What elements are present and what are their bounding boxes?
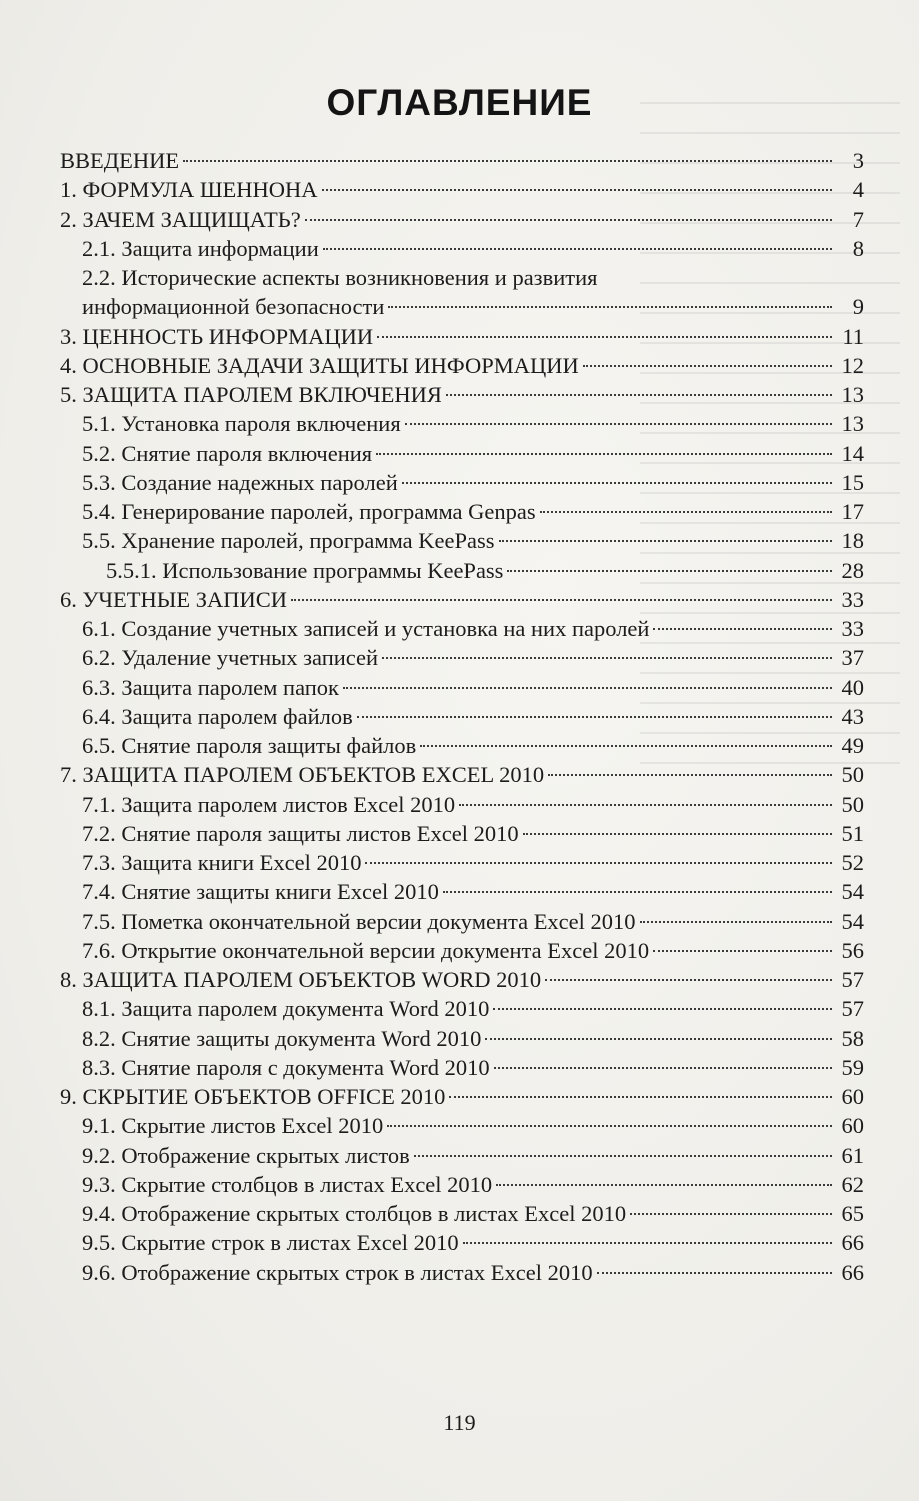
toc-entry-label: 6.3. Защита паролем папок [82,674,339,700]
toc-entry-page: 15 [841,469,864,495]
toc-entry-label: ВВЕДЕНИЕ [60,148,180,173]
dot-leader [387,1125,832,1127]
toc-entry-label: 6.4. Защита паролем файлов [82,703,353,729]
toc-entry-label: 8.3. Снятие пароля с документа Word 2010 [82,1054,490,1080]
toc-entry[interactable] [60,380,864,409]
toc-entry-label: 2.2. Исторические аспекты возникновения и развития [82,265,598,290]
toc-entry-label: 7.6. Открытие окончательной версии документа Excel 2010 [82,937,650,963]
toc-entry-page: 37 [841,645,864,671]
toc-entry-label: 6.2. Удаление учетных записей [82,645,379,671]
dot-leader [322,189,832,191]
toc-entry-label: 7.1. Защита паролем листов Excel 2010 [82,791,456,817]
toc-entry-page: 60 [841,1113,864,1139]
toc-entry-label: 1. ФОРМУЛА ШЕННОНА [60,177,318,203]
toc-entry[interactable] [60,1228,864,1257]
toc-entry-label: 7. ЗАЩИТА ПАРОЛЕМ ОБЪЕКТОВ EXCEL 2010 [60,762,545,788]
toc-entry[interactable] [60,409,864,438]
toc-entry-page: 66 [841,1230,864,1256]
toc-entry[interactable] [60,643,864,672]
toc-entry-page: 40 [841,674,864,700]
toc-entry-page: 8 [852,235,864,261]
toc-entry-page: 61 [841,1142,864,1168]
toc-entry-page: 58 [841,1025,864,1051]
toc-entry-page: 17 [841,499,864,524]
toc-entry-page: 3 [852,148,864,173]
toc-entry[interactable] [60,760,864,789]
toc-entry-page: 54 [841,908,864,934]
toc-entry-page: 13 [841,411,864,437]
toc-entry[interactable] [60,790,864,819]
toc-entry-label: 5.4. Генерирование паролей, программа Genpas [82,499,536,524]
toc-entry[interactable] [60,702,864,731]
toc-entry[interactable] [60,292,864,321]
toc-entry[interactable] [60,965,864,994]
toc-entry[interactable] [60,468,864,497]
toc-entry-label: 2. ЗАЧЕМ ЗАЩИЩАТЬ? [60,206,301,232]
dot-leader [420,745,832,747]
dot-leader [507,570,832,572]
toc-entry-label: 9.4. Отображение скрытых столбцов в листах Excel 2010 [82,1201,627,1226]
toc-entry-label: 7.4. Снятие защиты книги Excel 2010 [82,879,439,905]
toc-entry[interactable] [60,1082,864,1111]
toc-entry-label: 7.5. Пометка окончательной версии документа Excel 2010 [82,908,636,934]
toc-entry-page: 11 [842,323,864,349]
dot-leader [485,1038,832,1040]
toc-entry-page: 54 [841,879,864,905]
dot-leader [640,921,832,923]
table-of-contents [60,146,864,1287]
toc-entry[interactable] [60,614,864,643]
toc-entry[interactable] [60,146,864,175]
dot-leader [305,219,832,221]
toc-entry-label: 3. ЦЕННОСТЬ ИНФОРМАЦИИ [60,323,374,349]
toc-entry-label: 9. СКРЫТИЕ ОБЪЕКТОВ OFFICE 2010 [60,1084,446,1109]
page-number: 119 [443,1410,476,1435]
dot-leader [540,511,832,513]
dot-leader [459,804,832,806]
toc-entry[interactable] [60,497,864,526]
dot-leader [493,1008,832,1010]
dot-leader [463,1242,832,1244]
dot-leader [376,453,832,455]
toc-entry-label: 8.1. Защита паролем документа Word 2010 [82,996,490,1022]
toc-entry[interactable] [60,1199,864,1228]
toc-entry[interactable] [60,907,864,936]
toc-entry-page: 62 [841,1171,864,1197]
toc-entry-page: 33 [841,616,864,641]
toc-entry[interactable] [60,351,864,380]
toc-entry[interactable] [60,1258,864,1287]
dot-leader [414,1155,832,1157]
toc-entry-page: 43 [841,703,864,729]
toc-entry-page: 7 [852,206,864,232]
toc-entry[interactable] [60,556,864,585]
dot-leader [382,657,832,659]
toc-entry-page: 65 [841,1201,864,1226]
toc-entry-label: 9.6. Отображение скрытых строк в листах Excel 2010 [82,1259,593,1285]
toc-entry-page: 4 [852,177,864,203]
toc-entry[interactable] [60,1170,864,1199]
dot-leader [446,394,832,396]
toc-entry-label: 6. УЧЕТНЫЕ ЗАПИСИ [60,586,288,612]
toc-entry-page: 57 [841,996,864,1022]
toc-entry[interactable] [60,1141,864,1170]
toc-entry[interactable] [60,819,864,848]
toc-entry-page: 60 [841,1084,864,1109]
toc-entry-page: 13 [841,382,864,407]
dot-leader [545,979,832,981]
toc-entry[interactable] [60,585,864,614]
dot-leader [523,833,832,835]
toc-entry[interactable] [60,205,864,234]
page-title: ОГЛАВЛЕНИЕ [326,82,593,123]
toc-entry[interactable] [60,1024,864,1053]
toc-entry[interactable] [60,1111,864,1140]
toc-entry-page: 28 [841,557,864,583]
dot-leader [653,950,832,952]
toc-entry-label: 8.2. Снятие защиты документа Word 2010 [82,1025,482,1051]
toc-entry-label: 5.5. Хранение паролей, программа KeePass [82,528,495,554]
toc-entry-label: 5.5.1. Использование программы KeePass [106,557,504,583]
dot-leader [597,1272,832,1274]
toc-entry[interactable] [60,263,864,292]
toc-entry-page: 52 [841,850,864,875]
dot-leader [343,687,832,689]
dot-leader [377,336,832,338]
toc-entry-page: 57 [841,967,864,992]
toc-entry-page: 18 [841,528,864,554]
dot-leader [183,160,832,162]
dot-leader [630,1213,832,1215]
toc-entry-page: 9 [852,294,864,320]
toc-entry-label: 6.1. Создание учетных записей и установка на них паролей [82,616,650,641]
toc-entry[interactable] [60,936,864,965]
toc-entry-page: 59 [841,1054,864,1080]
toc-entry-label: 7.3. Защита книги Excel 2010 [82,850,362,875]
dot-leader [357,716,832,718]
toc-entry-label: информационной безопасности [82,294,385,320]
toc-entry-label: 8. ЗАЩИТА ПАРОЛЕМ ОБЪЕКТОВ WORD 2010 [60,967,542,992]
toc-entry[interactable] [60,848,864,877]
dot-leader [405,423,832,425]
toc-entry-page: 51 [841,820,864,846]
toc-entry[interactable] [60,322,864,351]
toc-entry[interactable] [60,731,864,760]
dot-leader [291,599,832,601]
toc-entry[interactable] [60,1053,864,1082]
dot-leader [323,248,832,250]
dot-leader [388,306,832,308]
toc-entry[interactable] [60,526,864,555]
toc-entry-label: 2.1. Защита информации [82,235,319,261]
toc-entry-page: 66 [841,1259,864,1285]
toc-entry[interactable] [60,877,864,906]
dot-leader [449,1096,832,1098]
toc-entry-label: 5.1. Установка пароля включения [82,411,401,437]
toc-entry-label: 7.2. Снятие пароля защиты листов Excel 2010 [82,820,519,846]
dot-leader [499,540,833,542]
toc-entry-label: 5. ЗАЩИТА ПАРОЛЕМ ВКЛЮЧЕНИЯ [60,382,442,407]
toc-entry-label: 5.2. Снятие пароля включения [82,440,373,466]
toc-entry-label: 9.2. Отображение скрытых листов [82,1142,410,1168]
dot-leader [365,862,832,864]
toc-entry-label: 9.3. Скрытие столбцов в листах Excel 2010 [82,1171,493,1197]
toc-entry-page: 56 [841,937,864,963]
dot-leader [496,1184,832,1186]
dot-leader [443,891,832,893]
toc-entry-page: 49 [841,733,864,758]
toc-entry-label: 5.3. Создание надежных паролей [82,469,398,495]
toc-entry-label: 4. ОСНОВНЫЕ ЗАДАЧИ ЗАЩИТЫ ИНФОРМАЦИИ [60,352,579,378]
toc-entry[interactable] [60,994,864,1023]
toc-entry-label: 6.5. Снятие пароля защиты файлов [82,733,417,758]
toc-entry[interactable] [60,439,864,468]
toc-entry[interactable] [60,673,864,702]
dot-leader [548,774,832,776]
dot-leader [402,482,832,484]
toc-entry-page: 14 [841,440,864,466]
toc-entry-page: 12 [841,352,864,378]
dot-leader [494,1067,832,1069]
toc-entry-page: 50 [841,762,864,788]
toc-entry[interactable] [60,234,864,263]
dot-leader [653,628,832,630]
toc-entry-label: 9.1. Скрытие листов Excel 2010 [82,1113,384,1139]
toc-entry-page: 50 [841,791,864,817]
dot-leader [583,365,832,367]
toc-entry-page: 33 [841,586,864,612]
toc-entry-label: 9.5. Скрытие строк в листах Excel 2010 [82,1230,459,1256]
toc-entry[interactable] [60,175,864,204]
